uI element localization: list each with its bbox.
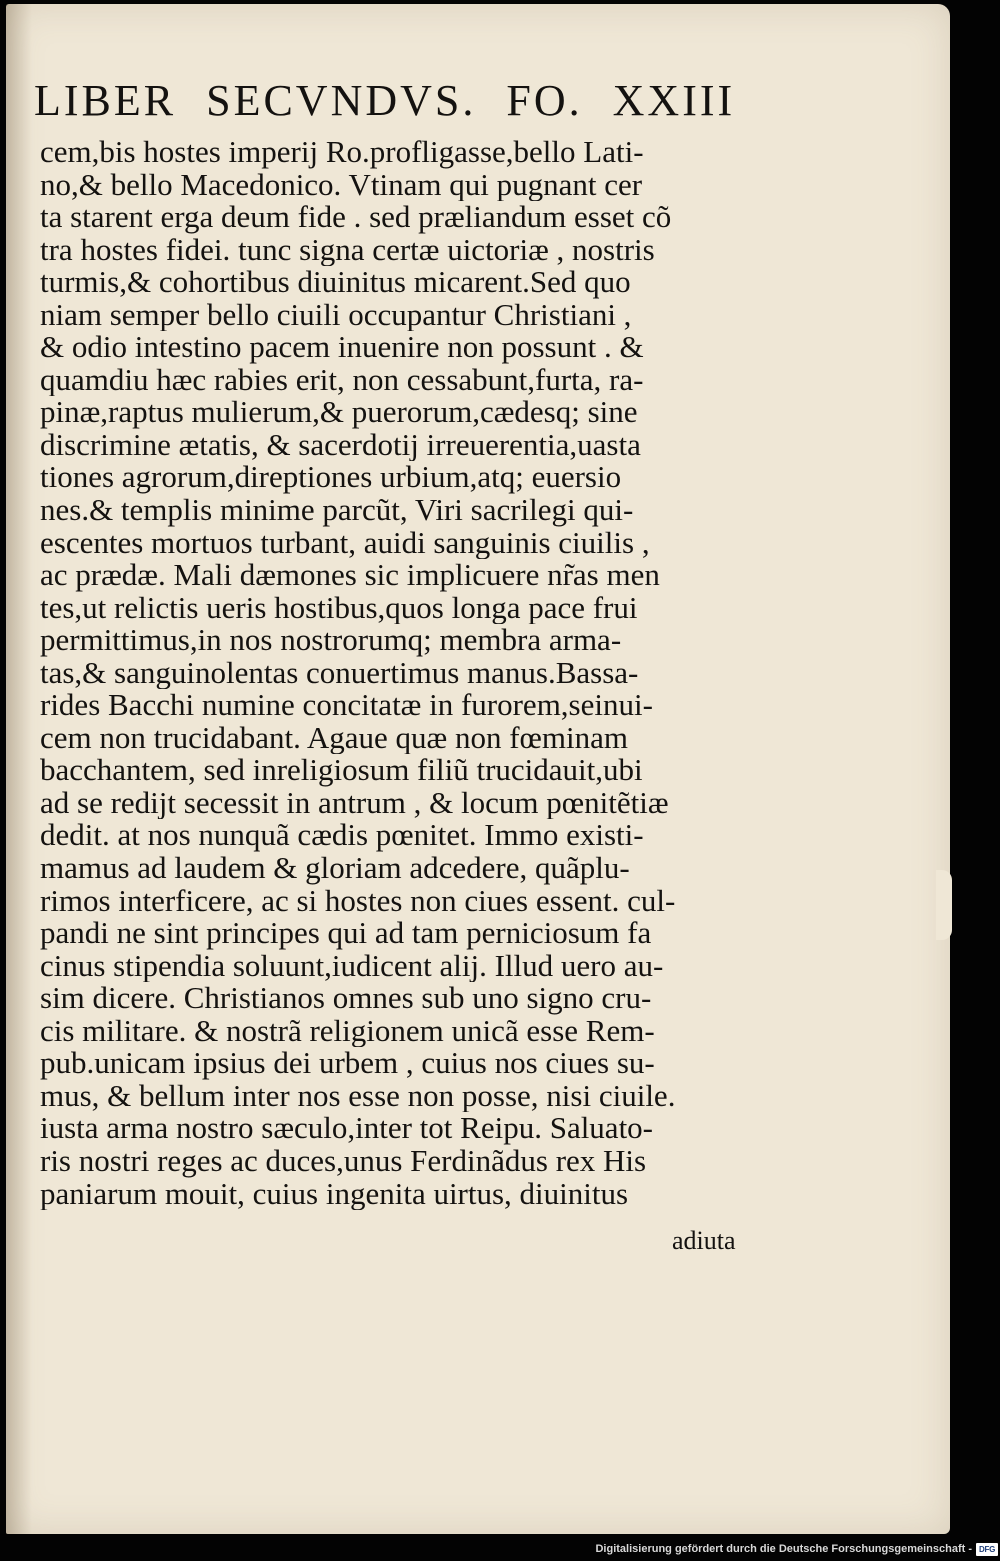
catchword: adiuta [672, 1226, 736, 1255]
dfg-logo: DFG [976, 1543, 998, 1556]
text-line: ad se redijt secessit in antrum , & locum pœnitẽtiæ [40, 786, 669, 820]
page-edge [936, 870, 952, 940]
text-line: cinus stipendia soluunt,iudicent alij. Illud uero au- [40, 949, 664, 983]
text-line: nes.& templis minime parcũt, Viri sacrilegi qui- [40, 494, 634, 527]
text-line: tas,& sanguinolentas conuertimus manus.Bassa- [40, 656, 639, 690]
text-line: tes,ut relictis ueris hostibus,quos longa pace frui [40, 591, 638, 625]
text-line: pub.unicam ipsius dei urbem , cuius nos ciues su- [40, 1047, 655, 1080]
text-line: cis militare. & nostrã religionem unicã esse Rem- [40, 1014, 655, 1048]
gutter-shadow [6, 4, 32, 1534]
text-line: paniarum mouit, cuius ingenita uirtus, diuinitus [40, 1177, 629, 1211]
text-line: dedit. at nos nunquã cædis pœnitet. Immo existi- [40, 819, 644, 853]
text-line: quamdiu hæc rabies erit, non cessabunt,furta, ra- [40, 363, 644, 397]
text-line: bacchantem, sed inreligiosum filiũ trucidauit,ubi [40, 754, 643, 787]
text-line: pandi ne sint principes qui ad tam perniciosum fa [40, 917, 652, 950]
text-line: cem,bis hostes imperij Ro.profligasse,bello Lati- [40, 136, 644, 169]
digitization-footer [520, 1538, 998, 1560]
body-text [40, 136, 800, 1210]
funding-credit: Digitalisierung gefördert durch die Deutsche Forschungsgemeinschaft - [595, 1543, 972, 1555]
text-line: rimos interficere, ac si hostes non ciues essent. cul- [40, 884, 676, 918]
text-line: mamus ad laudem & gloriam adcedere, quãplu- [40, 852, 630, 885]
text-line: sim dicere. Christianos omnes sub uno signo cru- [40, 982, 652, 1015]
text-line: mus, & bellum inter nos esse non posse, nisi ciuile. [40, 1079, 676, 1113]
text-line: turmis,& cohortibus diuinitus micarent.Sed quo [40, 266, 631, 299]
text-line: permittimus,in nos nostrorumq; membra arma- [40, 624, 622, 657]
running-header [34, 72, 754, 130]
text-line: pinæ,raptus mulierum,& puerorum,cædesq; sine [40, 396, 638, 429]
text-line: no,& bello Macedonico. Vtinam qui pugnant cer [40, 168, 643, 202]
text-line: niam semper bello ciuili occupantur Christiani , [40, 298, 632, 332]
text-line: tiones agrorum,direptiones urbium,atq; euersio [40, 461, 622, 495]
header-word: SECVNDVS. [206, 76, 477, 125]
text-line: cem non trucidabant. Agaue quæ non fœminam [40, 721, 629, 755]
text-line: discrimine ætatis, & sacerdotij irreuerentia,uasta [40, 428, 641, 462]
text-line: tra hostes fidei. tunc signa certæ uictoriæ , nostris [40, 233, 655, 267]
text-line: ac prædæ. Mali dæmones sic implicuere nr̃as men [40, 559, 660, 592]
text-line: iusta arma nostro sæculo,inter tot Reipu. Saluato- [40, 1112, 654, 1145]
text-line: & odio intestino pacem inuenire non possunt . & [40, 331, 644, 364]
text-line: ta starent erga deum fide . sed præliandum esset cõ [40, 201, 672, 234]
text-line: ris nostri reges ac duces,unus Ferdinãdus rex His [40, 1144, 647, 1178]
header-word: LIBER [34, 76, 177, 125]
header-word: FO. [506, 76, 583, 125]
text-line: escentes mortuos turbant, auidi sanguinis ciuilis , [40, 526, 650, 560]
folio-number: XXIII [612, 76, 736, 125]
text-line: rides Bacchi numine concitatæ in furorem,seinui- [40, 689, 653, 722]
